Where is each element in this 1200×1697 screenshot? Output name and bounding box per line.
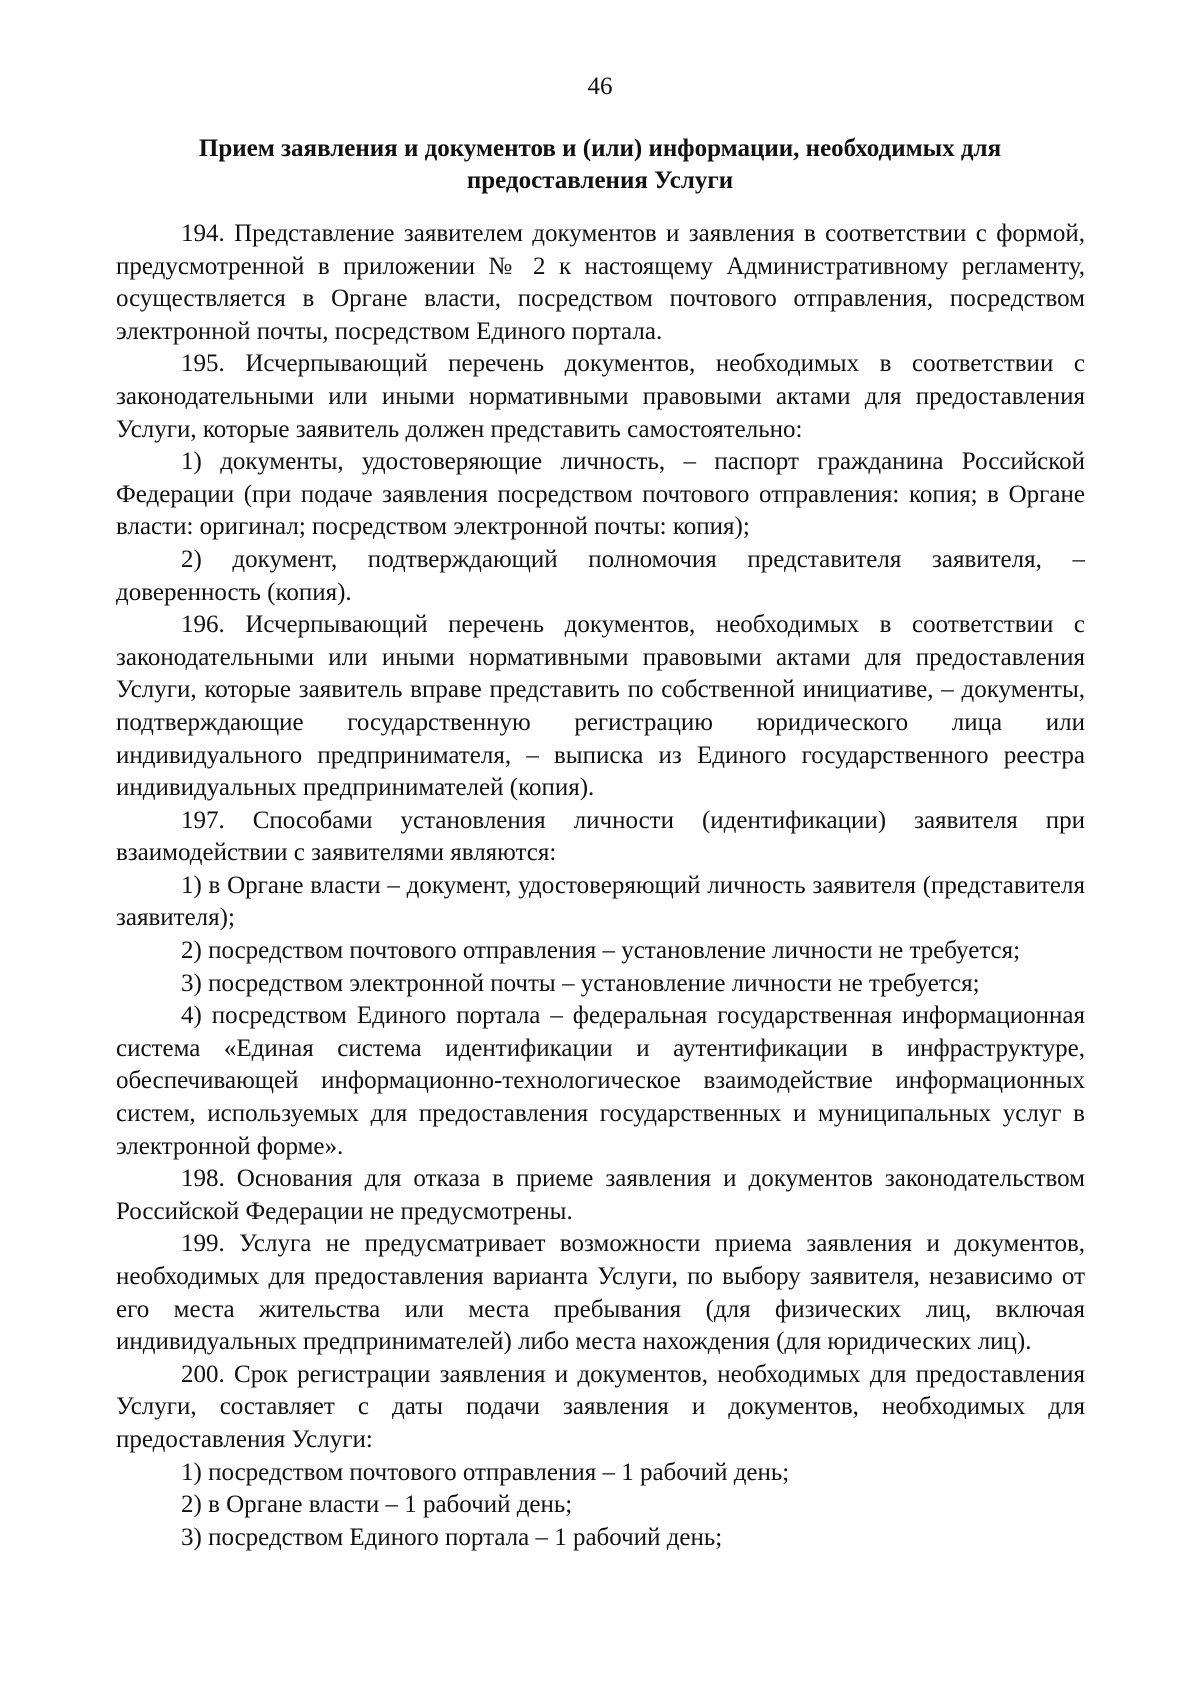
paragraph-198: 198. Основания для отказа в приеме заявления и документов законодательством Российской Федерации не предусмотрены. (116, 1165, 1085, 1225)
paragraph-199: 199. Услуга не предусматривает возможности приема заявления и документов, необходимых для предоставления варианта Услуги, по выбору заявителя, независимо от его места жительства или места пребывания (для физических лиц, включая индивидуальных предпринимателей) либо места нахождения (для юридических лиц). (116, 1230, 1085, 1356)
paragraph-195: 195. Исчерпывающий перечень документов, необходимых в соответствии с законодательными или иными нормативными правовыми актами для предоставления Услуги, которые заявитель должен представить самостоятельно: (116, 350, 1085, 443)
paragraph-197-item-3: 3) посредством электронной почты – установление личности не требуется; (181, 969, 980, 997)
section-heading-line-2: предоставления Услуги (466, 167, 734, 194)
paragraph-197-item-2: 2) посредством почтового отправления – установление личности не требуется; (181, 937, 1021, 965)
paragraph-200-item-1: 1) посредством почтового отправления – 1 рабочий день; (181, 1458, 790, 1486)
paragraph-197-item-1: 1) в Органе власти – документ, удостоверяющий личность заявителя (представителя заявителя); (116, 871, 1085, 932)
section-heading-line-1: Прием заявления и документов и (или) информации, необходимых для (198, 135, 1002, 162)
paragraph-200-item-2: 2) в Органе власти – 1 рабочий день; (181, 1491, 573, 1519)
document-body (116, 218, 1085, 1554)
paragraph-195-item-1: 1) документы, удостоверяющие личность, – паспорт гражданина Российской Федерации (при подаче заявления посредством почтового отправления: копия; в Органе власти: оригинал; посредством электронной почты: копия); (116, 448, 1085, 541)
paragraph-197-item-4: 4) посредством Единого портала – федеральная государственная информационная система «Единая система идентификации и аутентификации в инфраструктуре, обеспечивающей информационно-технологическое взаимодействие информационных систем, используемых для предоставления государственных и муниципальных услуг в электронной форме». (116, 1002, 1085, 1160)
paragraph-200-item-3: 3) посредством Единого портала – 1 рабочий день; (181, 1523, 723, 1551)
paragraph-194: 194. Представление заявителем документов и заявления в соответствии с формой, предусмотренной в приложении № 2 к настоящему Административному регламенту, осуществляется в Органе власти, посредством почтового отправления, посредством электронной почты, посредством Единого портала. (116, 220, 1085, 345)
section-heading (140, 133, 1060, 197)
paragraph-195-item-2: 2) документ, подтверждающий полномочия представителя заявителя, – доверенность (копия). (116, 545, 1085, 606)
page-number: 46 (587, 73, 613, 100)
paragraph-200: 200. Срок регистрации заявления и документов, необходимых для предоставления Услуги, составляет с даты подачи заявления и документов, необходимых для предоставления Услуги: (116, 1360, 1085, 1453)
paragraph-196: 196. Исчерпывающий перечень документов, необходимых в соответствии с законодательными или иными нормативными правовыми актами для предоставления Услуги, которые заявитель вправе представить по собственной инициативе, – документы, подтверждающие государственную регистрацию юридического лица или индивидуального предпринимателя, – выписка из Единого государственного реестра индивидуальных предпринимателей (копия). (116, 611, 1085, 802)
paragraph-197: 197. Способами установления личности (идентификации) заявителя при взаимодействии с заявителями являются: (116, 806, 1085, 867)
